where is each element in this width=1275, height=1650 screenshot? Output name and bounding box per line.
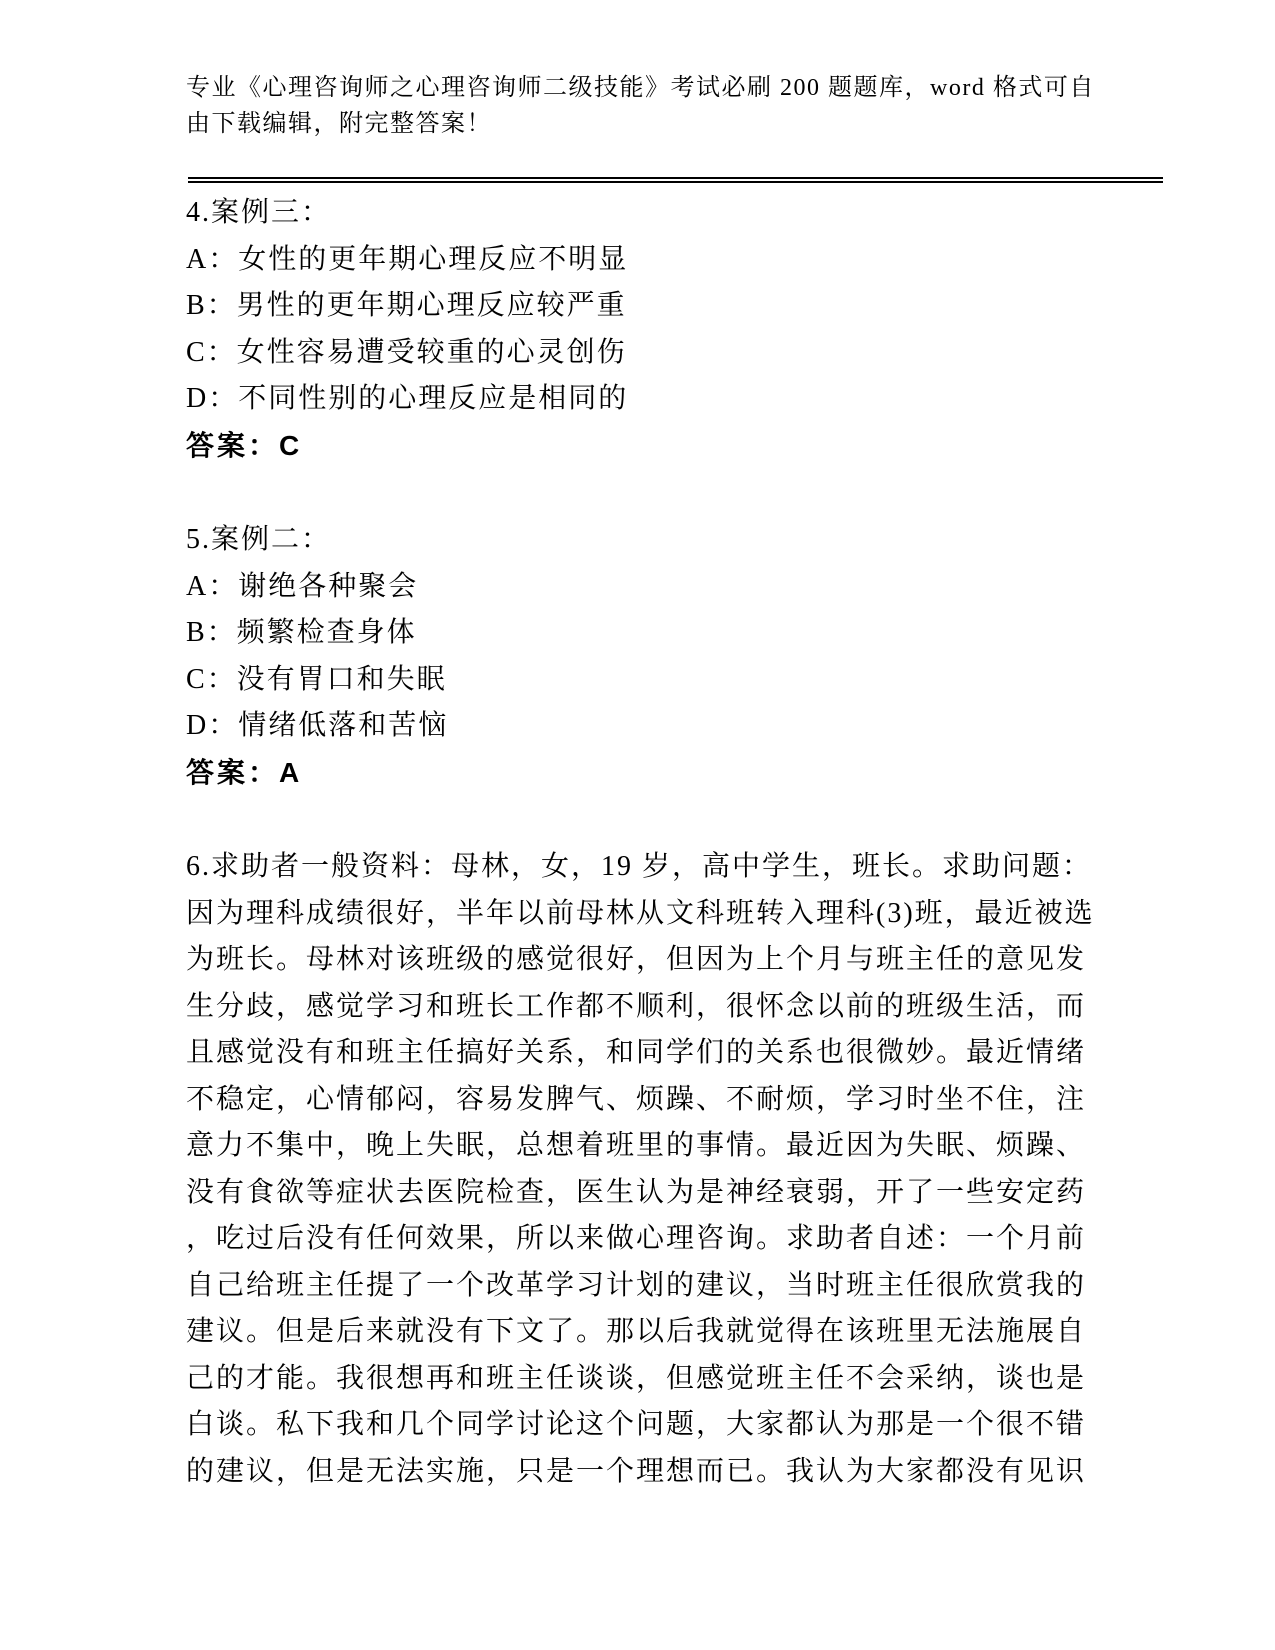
question-5-option-b: B：频繁检查身体: [186, 617, 417, 648]
question-6-text-line: 且感觉没有和班主任搞好关系，和同学们的关系也很微妙。最近情绪: [186, 1037, 1087, 1068]
header-line-2: 由下载编辑，附完整答案！: [186, 111, 492, 137]
question-6-text-line: 没有食欲等症状去医院检查，医生认为是神经衰弱，开了一些安定药: [186, 1176, 1087, 1208]
question-4-option-b: B：男性的更年期心理反应较严重: [186, 290, 627, 321]
header-divider: [188, 177, 1163, 183]
question-6-text-line: 意力不集中，晚上失眠，总想着班里的事情。最近因为失眠、烦躁、: [186, 1130, 1087, 1161]
question-6-text-line: ，吃过后没有任何效果，所以来做心理咨询。求助者自述：一个月前: [186, 1223, 1087, 1254]
question-5-option-c: C：没有胃口和失眠: [186, 663, 447, 695]
question-4-option-a: A：女性的更年期心理反应不明显: [186, 243, 629, 275]
question-6-text-line: 6.求助者一般资料：母林，女，19 岁，高中学生，班长。求助问题：: [186, 851, 1093, 882]
question-5-title: 5.案例二：: [186, 524, 332, 555]
question-6-text-line: 为班长。母林对该班级的感觉很好，但因为上个月与班主任的意见发: [186, 944, 1087, 975]
question-5-option-a: A：谢绝各种聚会: [186, 570, 419, 602]
question-4-title: 4.案例三：: [186, 197, 332, 228]
question-4-option-d: D：不同性别的心理反应是相同的: [186, 383, 629, 414]
question-6-text-line: 己的才能。我很想再和班主任谈谈，但感觉班主任不会采纳，谈也是: [186, 1362, 1087, 1394]
document-body: [186, 190, 1186, 1543]
question-6-text-line: 不稳定，心情郁闷，容易发脾气、烦躁、不耐烦，学习时坐不住，注: [186, 1083, 1087, 1115]
question-block-4: [186, 190, 1186, 469]
question-5-option-d: D：情绪低落和苦恼: [186, 710, 449, 741]
question-6-text-line: 生分歧，感觉学习和班长工作都不顺利，很怀念以前的班级生活，而: [186, 990, 1087, 1022]
question-block-5: [186, 517, 1186, 796]
question-4-answer: 答案：C: [186, 429, 303, 461]
question-block-6: [186, 844, 1186, 1495]
question-4-option-c: C：女性容易遭受较重的心灵创伤: [186, 336, 627, 368]
question-6-text-line: 白谈。私下我和几个同学讨论这个问题，大家都认为那是一个很不错: [186, 1409, 1087, 1440]
question-6-text-line: 因为理科成绩很好，半年以前母林从文科班转入理科(3)班，最近被选: [186, 897, 1095, 929]
header-line-1: 专业《心理咨询师之心理咨询师二级技能》考试必刷 200 题题库，word 格式可自: [186, 75, 1095, 101]
page-header: [186, 70, 1162, 142]
question-6-text-line: 的建议，但是无法实施，只是一个理想而已。我认为大家都没有见识: [186, 1455, 1087, 1487]
question-6-text-line: 建议。但是后来就没有下文了。那以后我就觉得在该班里无法施展自: [186, 1316, 1087, 1347]
question-5-answer: 答案：A: [186, 756, 303, 788]
question-6-text-line: 自己给班主任提了一个改革学习计划的建议，当时班主任很欣赏我的: [186, 1269, 1087, 1301]
